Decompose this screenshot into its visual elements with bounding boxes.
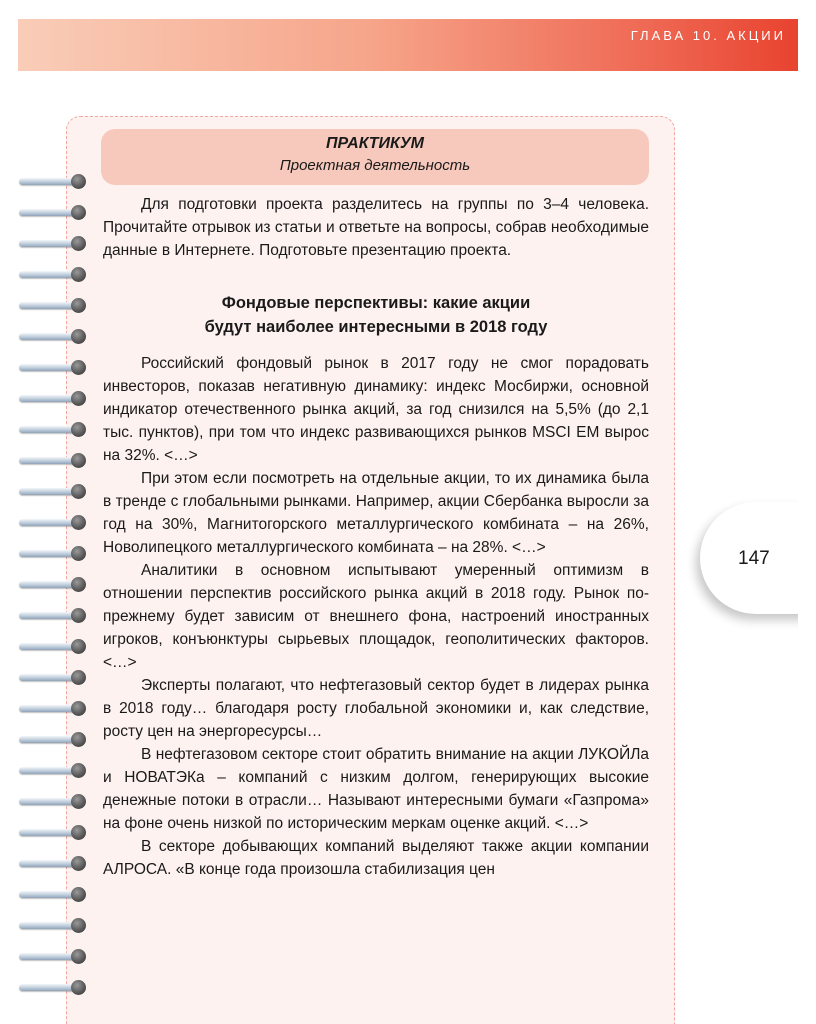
spiral-ring — [19, 981, 77, 995]
spiral-ring — [19, 206, 77, 220]
article-paragraph: В секторе добывающих компаний выделяют также акции компании АЛРОСА. «В конце года произошла стабилизация цен — [103, 838, 649, 878]
intro-paragraph: Для подготовки проекта разделитесь на группы по 3–4 человека. Прочитайте отрывок из статьи и ответьте на вопросы, собрав необходимые данные в Интернете. Подготовьте презентацию проекта. — [103, 196, 649, 259]
article-title-line: будут наиболее интересными в 2018 году — [204, 318, 548, 336]
spiral-ring — [19, 578, 77, 592]
spiral-ring — [19, 175, 77, 189]
spiral-ring — [19, 392, 77, 406]
article-paragraph: Эксперты полагают, что нефтегазовый сектор будет в лидерах рынка в 2018 году… благодаря росту глобальной экономики и, как следствие, росту цен на энергоресурсы… — [103, 677, 649, 740]
page-number: 147 — [738, 548, 770, 569]
spiral-ring — [19, 640, 77, 654]
chapter-title: ГЛАВА 10. АКЦИИ — [630, 28, 786, 43]
article-paragraph: Российский фондовый рынок в 2017 году не смог порадовать инвесторов, показав негативную динамику: индекс Мосбиржи, основной индикатор отечественного рынка акций, за год снизился на 5,5% (до 2,1 тыс. пунктов), при том что индекс развивающихся рынков MSCI EM вырос на 32%. <…> — [103, 355, 649, 464]
spiral-ring — [19, 330, 77, 344]
spiral-ring — [19, 764, 77, 778]
article-title-line: Фондовые перспективы: какие акции — [221, 294, 531, 312]
spiral-ring — [19, 950, 77, 964]
spiral-ring — [19, 857, 77, 871]
spiral-ring — [19, 702, 77, 716]
article-paragraph: В нефтегазовом секторе стоит обратить внимание на акции ЛУКОЙЛа и НОВАТЭКа – компаний с низким долгом, генерирующих высокие денежные потоки в отрасли… Называют интересными бумаги «Газпрома» на фоне очень низкой по историческим меркам оценке акций. <…> — [103, 746, 649, 832]
spiral-ring — [19, 826, 77, 840]
chapter-header-band — [18, 19, 798, 71]
article-title — [103, 291, 649, 339]
spiral-ring — [19, 423, 77, 437]
practicum-title: ПРАКТИКУМ — [325, 135, 425, 152]
spiral-ring — [19, 671, 77, 685]
spiral-ring — [19, 485, 77, 499]
spiral-ring — [19, 733, 77, 747]
spiral-ring — [19, 516, 77, 530]
practicum-subtitle: Проектная деятельность — [279, 157, 471, 174]
spiral-ring — [19, 919, 77, 933]
intro-text — [103, 193, 649, 262]
spiral-ring — [19, 299, 77, 313]
spiral-ring — [19, 237, 77, 251]
article-body — [103, 352, 649, 881]
spiral-ring — [19, 547, 77, 561]
spiral-ring — [19, 361, 77, 375]
article-paragraph: При этом если посмотреть на отдельные акции, то их динамика была в тренде с глобальными рынками. Например, акции Сбербанка выросли за год на 30%, Магнитогорского металлургического комбината – на 26%, Новолипецкого металлургического комбината – на 28%. <…> — [103, 470, 649, 556]
page-edge — [798, 0, 816, 1024]
practicum-header — [101, 129, 649, 185]
spiral-ring — [19, 454, 77, 468]
spiral-ring — [19, 888, 77, 902]
spiral-ring — [19, 609, 77, 623]
spiral-ring — [19, 795, 77, 809]
spiral-ring — [19, 268, 77, 282]
article-paragraph: Аналитики в основном испытывают умеренный оптимизм в отношении перспектив российского рынка акций в 2018 году. Рынок по-прежнему будет зависим от внешнего фона, настроений иностранных игроков, конъюнктуры сырьевых площадок, геополитических факторов. <…> — [103, 562, 649, 671]
